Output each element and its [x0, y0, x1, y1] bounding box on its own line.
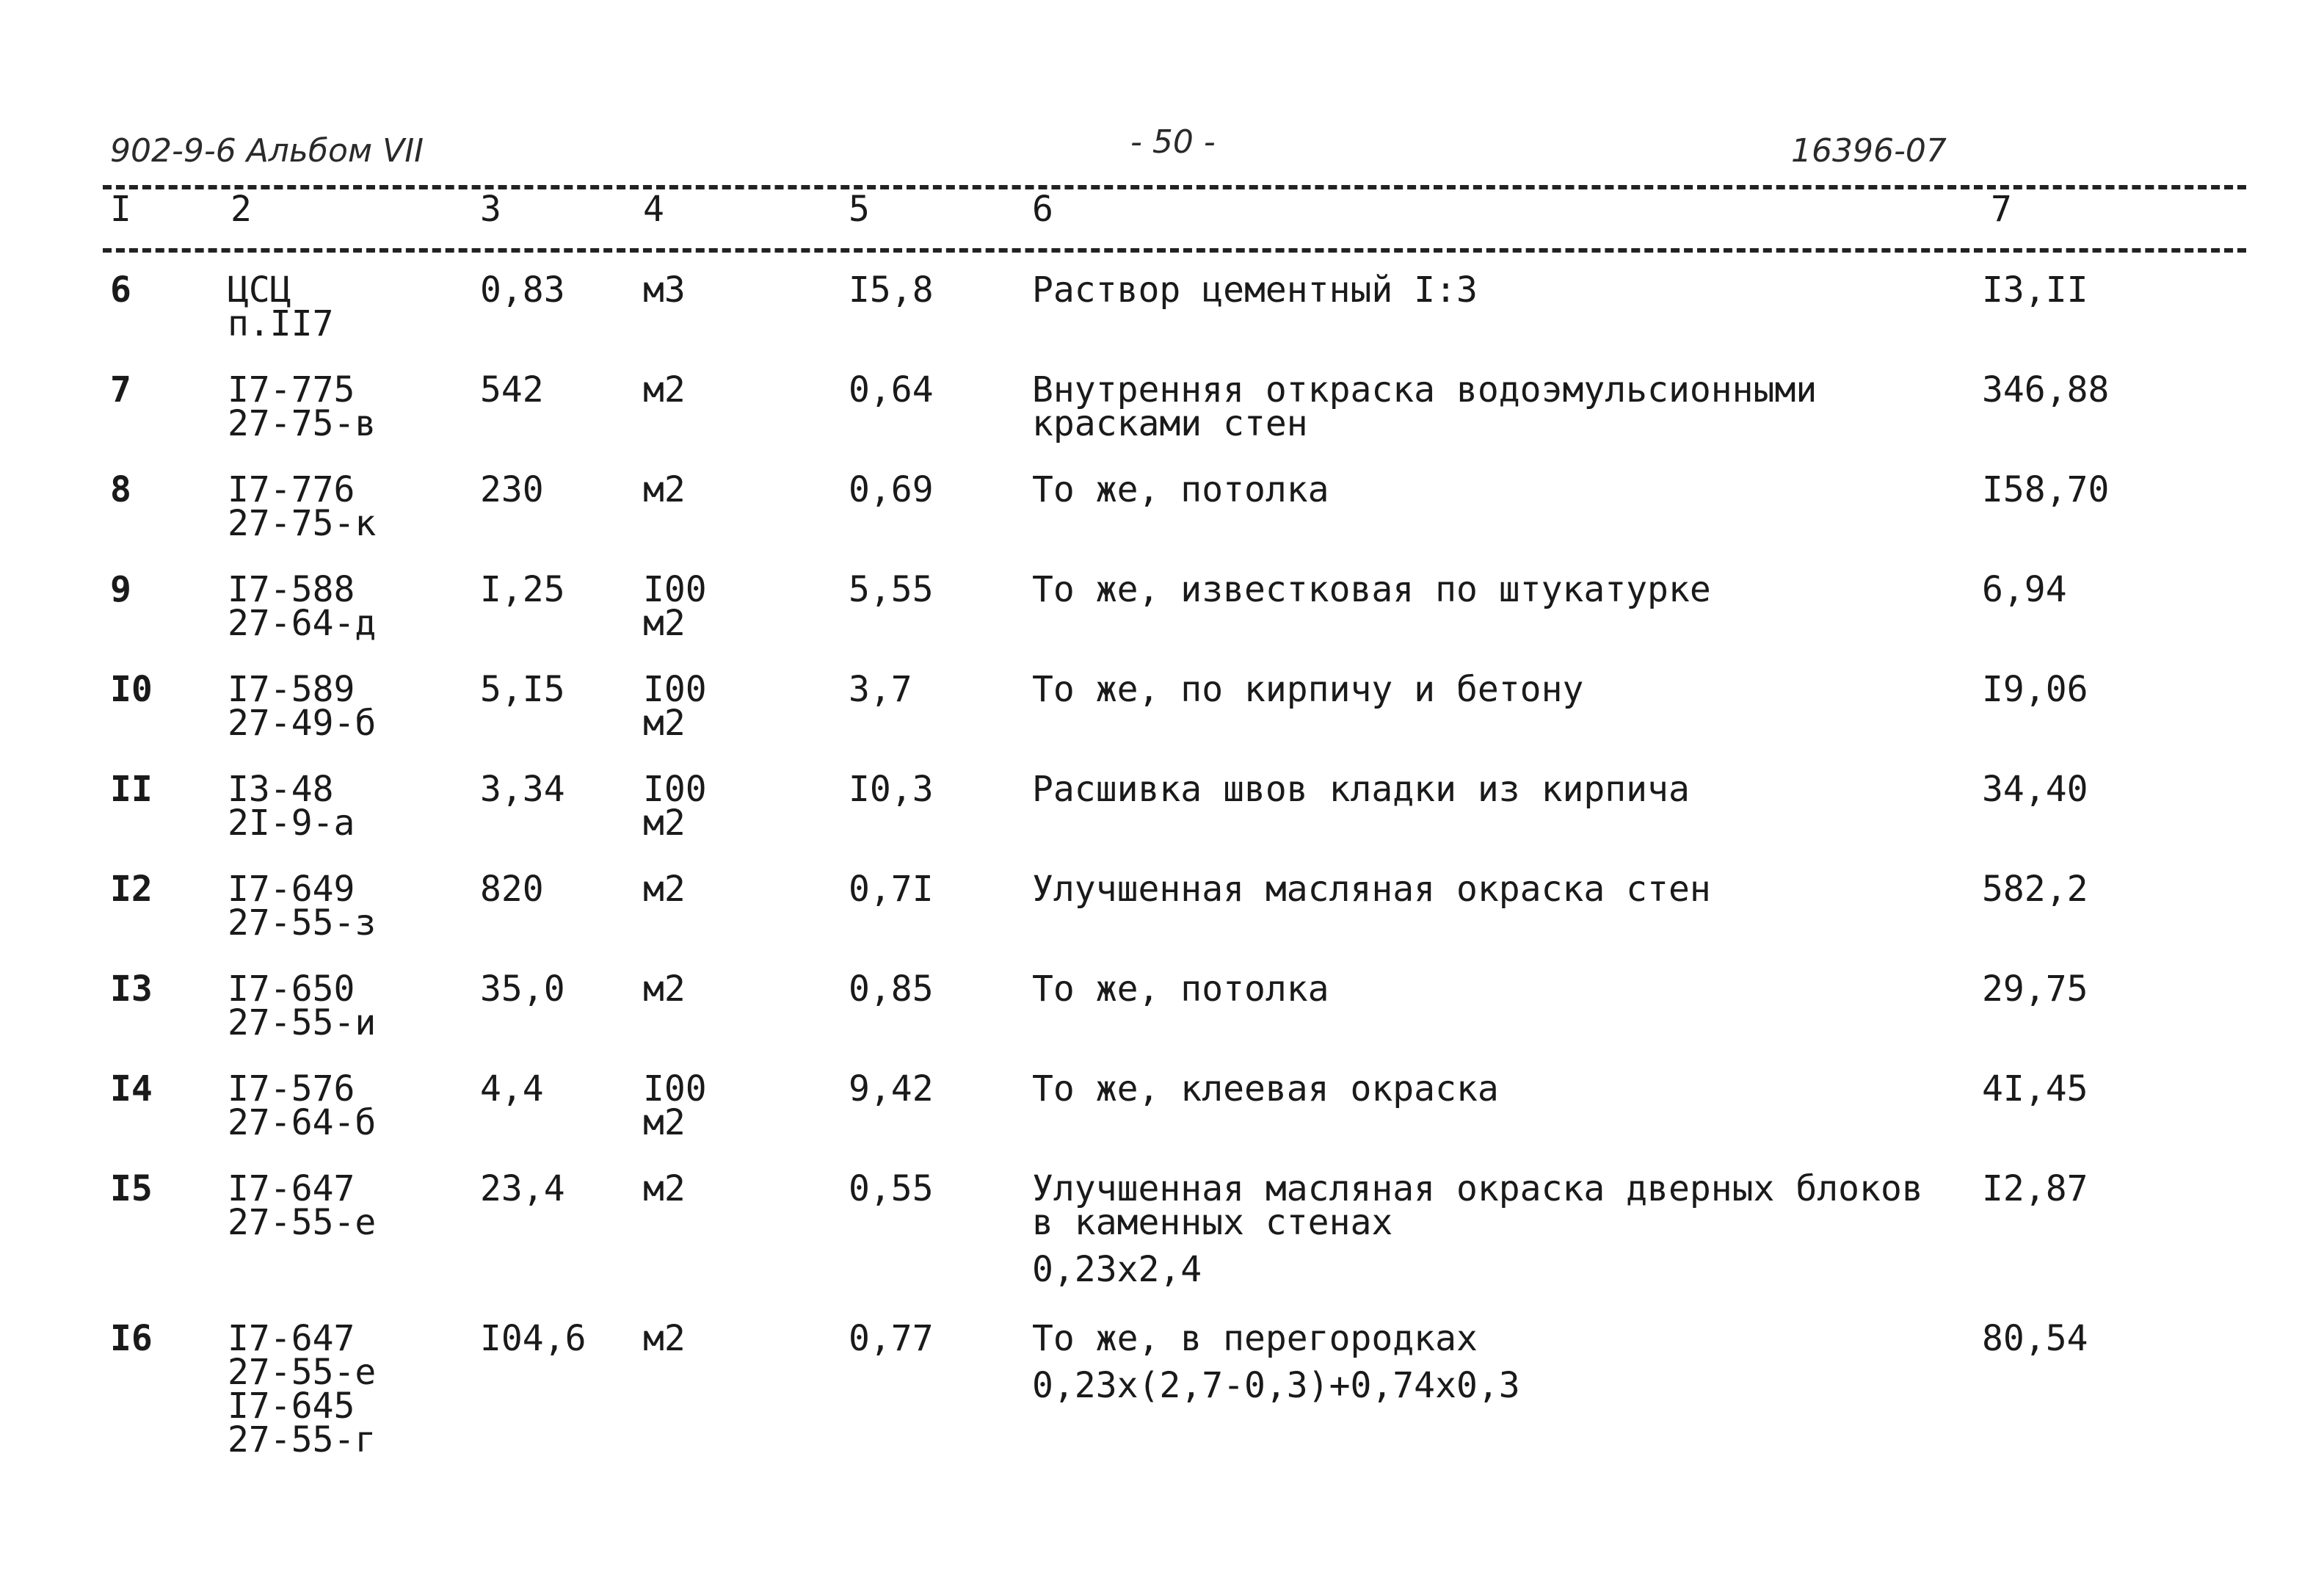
- unit: м2: [643, 603, 686, 644]
- unit-price: 0,85: [849, 968, 934, 1010]
- column-header: 5: [849, 189, 870, 230]
- unit: м2: [643, 469, 686, 510]
- unit-price: 5,55: [849, 569, 934, 610]
- norm-code: 27-49-б: [228, 703, 377, 744]
- work-description: То же, по кирпичу и бетону: [1032, 669, 1584, 710]
- total-cost: 6,94: [1982, 569, 2067, 610]
- document-code: 902-9-6 Альбом VII: [110, 132, 424, 170]
- unit-price: 3,7: [849, 669, 912, 710]
- row-number: I2: [110, 869, 153, 910]
- total-cost: 34,40: [1982, 769, 2088, 810]
- norm-code: I7-650: [228, 968, 355, 1010]
- unit-price: 0,69: [849, 469, 934, 510]
- unit-price: 0,55: [849, 1168, 934, 1209]
- total-cost: 346,88: [1982, 369, 2110, 410]
- row-number: 9: [110, 569, 131, 610]
- document-number: 16396-07: [1791, 132, 1947, 170]
- unit: I00: [643, 769, 707, 810]
- norm-code: 27-55-з: [228, 902, 377, 944]
- norm-code: I7-645: [228, 1386, 355, 1427]
- quantity: 5,I5: [480, 669, 565, 710]
- quantity: 0,83: [480, 269, 565, 311]
- unit-price: I5,8: [849, 269, 934, 311]
- work-description: в каменных стенах: [1032, 1202, 1393, 1243]
- row-number: 8: [110, 469, 131, 510]
- unit: I00: [643, 669, 707, 710]
- unit: м2: [643, 369, 686, 410]
- total-cost: I9,06: [1982, 669, 2088, 710]
- quantity: 3,34: [480, 769, 565, 810]
- work-description: Улучшенная масляная окраска стен: [1032, 869, 1711, 910]
- unit: м2: [643, 1318, 686, 1359]
- unit-price: 0,64: [849, 369, 934, 410]
- norm-code: I3-48: [228, 769, 334, 810]
- unit: м2: [643, 869, 686, 910]
- row-number: I5: [110, 1168, 153, 1209]
- unit: м2: [643, 968, 686, 1010]
- work-description: То же, потолка: [1032, 968, 1329, 1010]
- norm-code: 27-55-е: [228, 1352, 377, 1393]
- volume-formula: 0,23x(2,7-0,3)+0,74x0,3: [1032, 1365, 1520, 1406]
- norm-code: I7-649: [228, 869, 355, 910]
- norm-code: I7-576: [228, 1068, 355, 1109]
- norm-code: 27-55-е: [228, 1202, 377, 1243]
- total-cost: 29,75: [1982, 968, 2088, 1010]
- header-bottom-rule: [103, 248, 2246, 253]
- column-header: 7: [1991, 189, 2012, 230]
- norm-code: I7-589: [228, 669, 355, 710]
- column-header: 3: [480, 189, 501, 230]
- total-cost: I3,II: [1982, 269, 2088, 311]
- work-description: Улучшенная масляная окраска дверных блоков: [1032, 1168, 1923, 1209]
- total-cost: I2,87: [1982, 1168, 2088, 1209]
- row-number: 6: [110, 269, 131, 311]
- total-cost: I58,70: [1982, 469, 2110, 510]
- unit-price: 9,42: [849, 1068, 934, 1109]
- work-description: Раствор цементный I:3: [1032, 269, 1478, 311]
- work-description: Расшивка швов кладки из кирпича: [1032, 769, 1690, 810]
- unit: I00: [643, 569, 707, 610]
- norm-code: п.II7: [228, 303, 334, 344]
- quantity: 542: [480, 369, 544, 410]
- row-number: I6: [110, 1318, 153, 1359]
- volume-formula: 0,23x2,4: [1032, 1249, 1202, 1290]
- work-description: То же, клеевая окраска: [1032, 1068, 1499, 1109]
- quantity: 230: [480, 469, 544, 510]
- column-header: 4: [643, 189, 664, 230]
- total-cost: 582,2: [1982, 869, 2088, 910]
- column-header: 6: [1032, 189, 1053, 230]
- quantity: 4,4: [480, 1068, 544, 1109]
- page-number: - 50 -: [1130, 123, 1216, 161]
- norm-code: 27-64-б: [228, 1102, 377, 1143]
- norm-code: I7-775: [228, 369, 355, 410]
- unit-price: I0,3: [849, 769, 934, 810]
- unit: м2: [643, 1102, 686, 1143]
- work-description: То же, потолка: [1032, 469, 1329, 510]
- unit: м2: [643, 703, 686, 744]
- norm-code: 27-55-г: [228, 1419, 377, 1460]
- norm-code: 27-55-и: [228, 1002, 377, 1043]
- quantity: 820: [480, 869, 544, 910]
- norm-code: ЦСЦ: [228, 269, 291, 311]
- norm-code: I7-588: [228, 569, 355, 610]
- unit: I00: [643, 1068, 707, 1109]
- row-number: II: [110, 769, 153, 810]
- quantity: 23,4: [480, 1168, 565, 1209]
- total-cost: 80,54: [1982, 1318, 2088, 1359]
- row-number: I4: [110, 1068, 153, 1109]
- unit-price: 0,77: [849, 1318, 934, 1359]
- work-description: красками стен: [1032, 403, 1308, 444]
- row-number: I0: [110, 669, 153, 710]
- norm-code: I7-647: [228, 1168, 355, 1209]
- norm-code: 27-64-д: [228, 603, 377, 644]
- norm-code: 27-75-в: [228, 403, 377, 444]
- unit: м2: [643, 803, 686, 844]
- quantity: 35,0: [480, 968, 565, 1010]
- unit: м2: [643, 1168, 686, 1209]
- row-number: I3: [110, 968, 153, 1010]
- norm-code: 2I-9-а: [228, 803, 355, 844]
- quantity: I,25: [480, 569, 565, 610]
- unit-price: 0,7I: [849, 869, 934, 910]
- norm-code: 27-75-к: [228, 503, 377, 544]
- row-number: 7: [110, 369, 131, 410]
- unit: м3: [643, 269, 686, 311]
- header-top-rule: [103, 185, 2246, 189]
- column-header: I: [110, 189, 131, 230]
- work-description: То же, известковая по штукатурке: [1032, 569, 1711, 610]
- norm-code: I7-776: [228, 469, 355, 510]
- norm-code: I7-647: [228, 1318, 355, 1359]
- column-header: 2: [230, 189, 252, 230]
- work-description: Внутренняя откраска водоэмульсионными: [1032, 369, 1818, 410]
- total-cost: 4I,45: [1982, 1068, 2088, 1109]
- quantity: I04,6: [480, 1318, 587, 1359]
- work-description: То же, в перегородках: [1032, 1318, 1478, 1359]
